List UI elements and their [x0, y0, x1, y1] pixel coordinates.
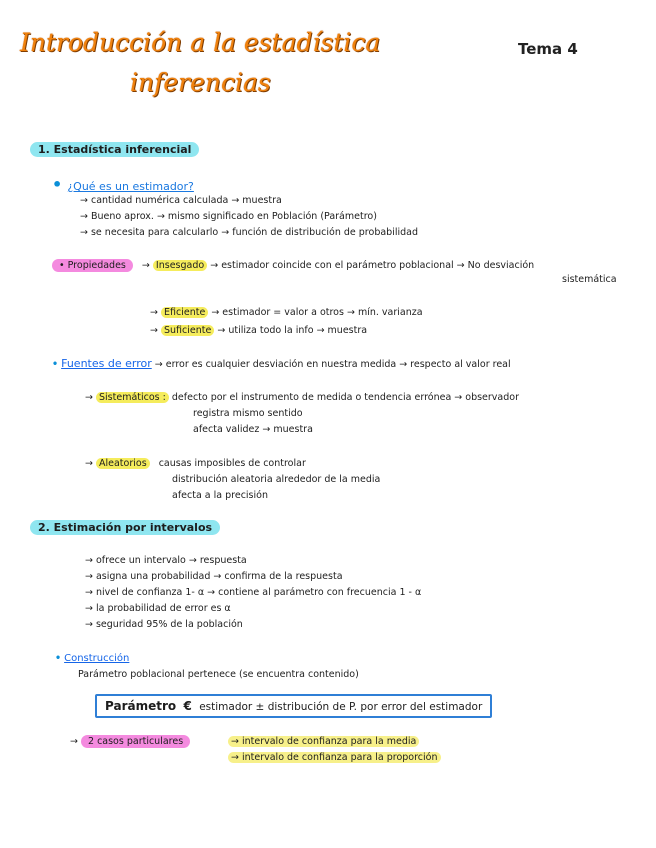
formula-rest: estimador ± distribución de P. por error del estimador [199, 701, 483, 713]
arrow-icon: → [70, 736, 78, 747]
estimador-line-2: → Bueno aprox. → mismo significado en Población (Parámetro) [80, 211, 377, 222]
eficiente-label: Eficiente [161, 307, 208, 318]
belongs-icon: € [183, 699, 192, 713]
suficiente-text: → utiliza todo la info → muestra [217, 325, 368, 336]
casos-label: 2 casos particulares [81, 735, 190, 748]
fuentes-label: Fuentes de error [61, 357, 152, 370]
propiedades-row [52, 258, 534, 274]
section2-line-1: → ofrece un intervalo → respuesta [85, 555, 247, 566]
sistematicos-label: Sistemáticos : [96, 392, 169, 403]
section1-heading [30, 142, 199, 158]
suficiente-label: Suficiente [161, 325, 214, 336]
estimador-line-1: → cantidad numérica calculada → muestra [80, 195, 282, 206]
section2-line-5: → seguridad 95% de la población [85, 619, 243, 630]
construccion-label: Construcción [64, 653, 130, 664]
sistematicos-line-3: afecta validez → muestra [193, 424, 313, 435]
estimador-question-text: ¿Qué es un estimador? [67, 180, 194, 193]
casos-line-2 [228, 750, 441, 766]
sistematicos-line-2: registra mismo sentido [193, 408, 303, 419]
sistematicos-row [85, 390, 519, 406]
tema-label: Tema 4 [518, 40, 578, 58]
bullet-icon: • [52, 359, 59, 370]
section2-line-3: → nivel de confianza 1- α → contiene al parámetro con frecuencia 1 - α [85, 587, 422, 598]
construccion-text: Parámetro poblacional pertenece (se encuentra contenido) [78, 669, 359, 680]
arrow-icon: → [85, 392, 93, 403]
estimador-question [52, 175, 194, 194]
insesgado-label: Insesgado [153, 260, 207, 271]
construccion-row [55, 651, 129, 667]
bullet-icon: • [55, 653, 62, 664]
arrow-icon: → [150, 325, 158, 336]
section1-heading-text: 1. Estadística inferencial [30, 142, 199, 157]
arrow-icon: → [85, 458, 93, 469]
estimador-line-3: → se necesita para calcularlo → función de distribución de probabilidad [80, 227, 418, 238]
title-line-2: inferencias [130, 68, 271, 97]
casos-row [70, 734, 190, 750]
aleatorios-row [85, 456, 306, 472]
section2-heading [30, 520, 220, 536]
insesgado-continuation: sistemática [562, 274, 617, 285]
propiedades-label: • Propiedades [52, 259, 133, 272]
aleatorios-line-1: causas imposibles de controlar [158, 458, 306, 469]
aleatorios-line-3: afecta a la precisión [172, 490, 268, 501]
fuentes-text: → error es cualquier desviación en nuestra medida → respecto al valor real [154, 359, 511, 370]
aleatorios-label: Aleatorios [96, 458, 150, 469]
formula-parametro: Parámetro [105, 699, 177, 713]
suficiente-row [150, 323, 367, 339]
casos-line-1-text: → intervalo de confianza para la media [228, 736, 419, 747]
formula-box [95, 694, 492, 718]
bullet-icon: • [52, 175, 63, 194]
title-line-1: Introducción a la estadística [20, 28, 381, 57]
arrow-icon: → [141, 260, 150, 271]
eficiente-text: → estimador = valor a otros → mín. varianza [211, 307, 423, 318]
eficiente-row [150, 305, 423, 321]
casos-line-1 [228, 734, 419, 750]
sistematicos-line-1: defecto por el instrumento de medida o tendencia errónea → observador [171, 392, 520, 403]
section2-line-2: → asigna una probabilidad → confirma de la respuesta [85, 571, 343, 582]
section2-heading-text: 2. Estimación por intervalos [30, 520, 220, 535]
casos-line-2-text: → intervalo de confianza para la proporción [228, 752, 441, 763]
aleatorios-line-2: distribución aleatoria alrededor de la media [172, 474, 381, 485]
insesgado-text: → estimador coincide con el parámetro poblacional → No desviación [210, 260, 535, 271]
arrow-icon: → [150, 307, 158, 318]
fuentes-row [52, 356, 511, 373]
section2-line-4: → la probabilidad de error es α [85, 603, 231, 614]
